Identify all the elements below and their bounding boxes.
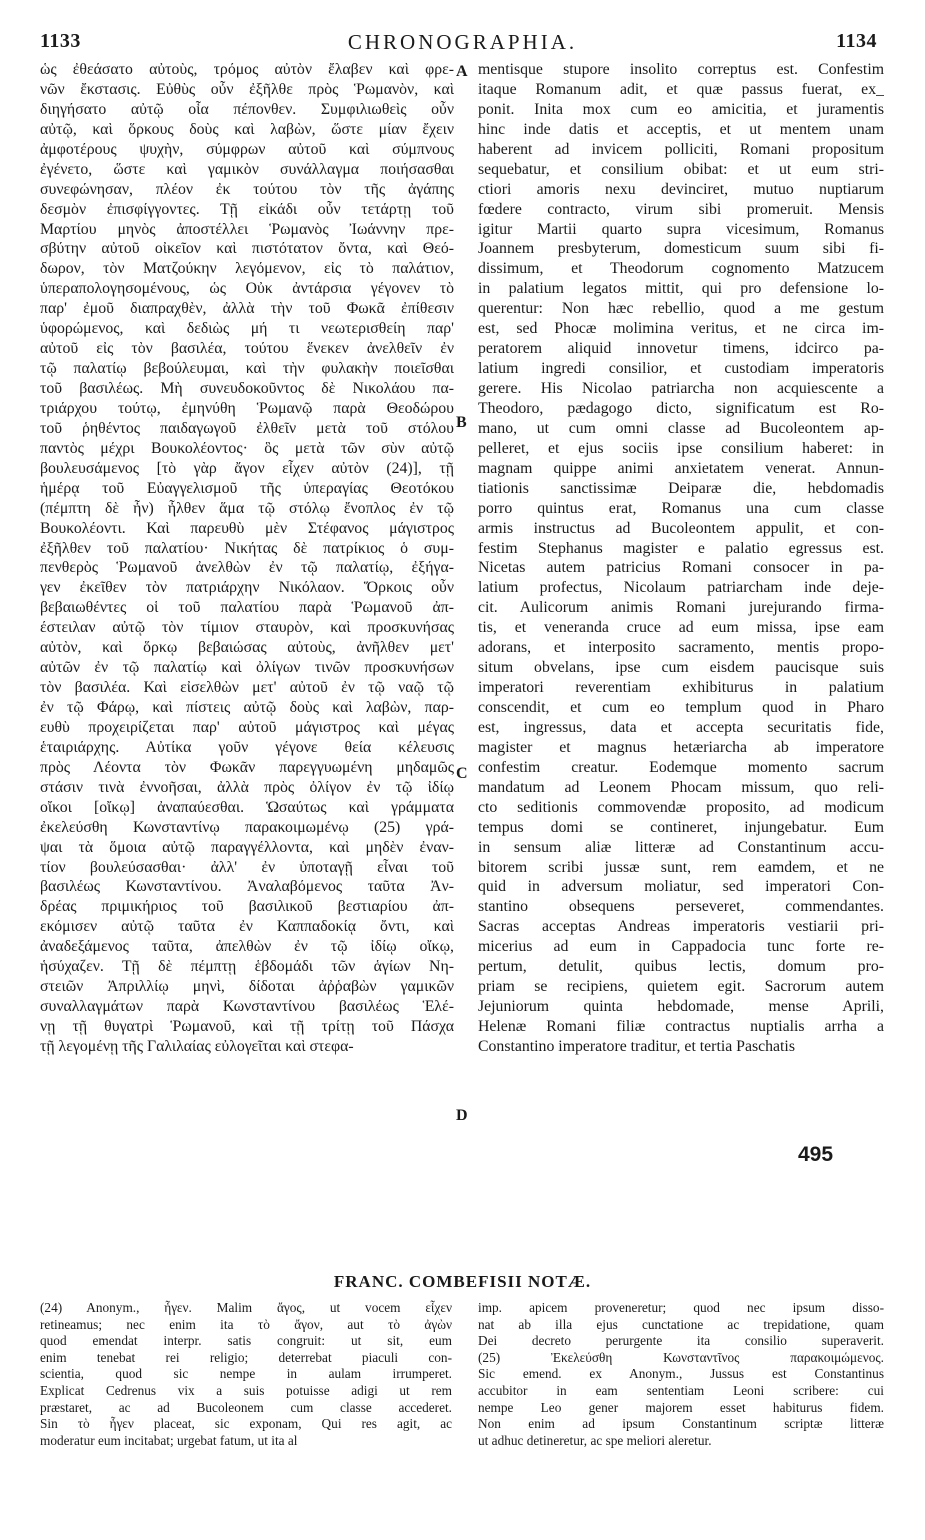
greek-text-line: οἴκοι [οἴκῳ] ἀναπαύεσθαι. Ὡσαύτως καὶ γράμματα [40, 798, 454, 816]
greek-text-line: παρ' ἐμοῦ διαπραχθὲν, ἀλλὰ τὴν τοῦ Φωκᾶ ἐπίθεσιν [40, 300, 454, 318]
greek-text-line: βεβαιωθέντες οἱ τοῦ παλατίου παρὰ Ῥωμανοῦ ἀπ- [40, 599, 454, 617]
greek-text-line: Βουκολέοντι. Καὶ παρευθὺ μὲν Στέφανος μάγιστρος [40, 519, 454, 537]
latin-text-line: magister et magnus hetæriarcha ab imperatore [478, 738, 884, 756]
note-line: accubitor in eam sententiam Leoni scribere: cui [478, 1382, 884, 1398]
greek-text-line: ἡμέρᾳ τοῦ Εὐαγγελισμοῦ τῆς ὑπεραγίας Θεοτόκου [40, 479, 454, 497]
latin-text-line: pelleret, et ejus sociis ipse consilium haberet: in [478, 439, 884, 457]
latin-text-line: quid in adversum moliatur, sed imperatori Con- [478, 878, 884, 896]
greek-text-line: συνεφώνησαν, πλέον ἐκ τούτου τὸν τῆς ἀγάπης [40, 180, 454, 198]
note-line: (24) Anonym., ἦγεν. Malim ἄγος, ut vocem εἶχεν [40, 1300, 452, 1315]
latin-text-line: armis instructus ad Bucoleontem appulit, et con- [478, 519, 884, 537]
note-line: (25) Ἐκελεύσθη Κωνσταντῖνος παρακοιμώμενος. [478, 1349, 884, 1365]
greek-text-line: παντὸς μέχρι Βουκολέοντος· ὃς μετὰ τῶν σὺν αὐτῷ [40, 439, 454, 457]
note-line: retineamus; nec enim ita τὸ ἄγον, aut τὸ ἀγὼν [40, 1316, 452, 1332]
latin-text-line: mano, ut cum omni classe ad Bucoleontem ap- [478, 419, 884, 437]
notes-title: FRANC. COMBEFISII NOTÆ. [333, 1272, 592, 1291]
latin-text-line: confestim creatur. Eodemque momento sacrum [478, 758, 884, 776]
latin-text-line: Constantino imperatore traditur, et tertia Paschatis [478, 1037, 795, 1055]
latin-text-line: ponit. Inita mox cum eo amicitia, et juramentis [478, 100, 884, 118]
latin-text-line: tiationis sanctissimæ Deiparæ die, hebdomadis [478, 479, 884, 497]
greek-text-line: τὸν βασιλέα. Καὶ εἰσελθὼν μετ' αὐτοῦ ἐν τῷ ναῷ τῷ [40, 679, 454, 697]
latin-text-line: pertum, detulit, quibus lectis, domum pro- [478, 958, 884, 976]
notes-right-column [478, 1300, 884, 1449]
greek-text-line: ἐν τῷ Φάρῳ, καὶ πίστεις αὐτῷ δοὺς καὶ λαβὼν, παρ- [40, 699, 454, 716]
latin-text-line: Joannem presbyterum, domesticum suum sibi fi- [478, 240, 884, 258]
note-line: imp. apicem proveneretur; quod nec ipsum disso- [478, 1300, 884, 1315]
greek-text-line: στάσιν τινὰ ἐννοῆσαι, ἀλλὰ πρὸς ὀλίγον ἐν τῷ ἰδίῳ [40, 778, 454, 796]
latin-text-line: situm obvelans, ipse cum eisdem paucisque suis [478, 659, 884, 677]
greek-text-line: βουλευσάμενος [τὸ γὰρ ἄγον εἶχεν αὐτὸν (24)], τῇ [40, 459, 454, 477]
greek-text-line: τῇ λεγομένῃ τῆς Γαλιλαίας εὐλογεῖται καὶ στεφα- [40, 1037, 354, 1055]
latin-text-line: porro quintus erat, Romanus una cum classe [478, 499, 884, 517]
latin-text-column [478, 60, 884, 1057]
latin-text-line: Helenæ Romani filiæ contractus nuptialis arrha a [478, 1018, 884, 1035]
note-line: Dei decreto perurgente ita consilio superaverit. [478, 1333, 884, 1349]
latin-text-line: est, sed Phocæ molimina veritus, et ne circa im- [478, 320, 884, 338]
note-line: moderatur eum incitabat; urgebat fatum, ut ita al [40, 1432, 298, 1448]
note-line: nempe Leo gener majorem esset habiturus fidem. [478, 1399, 884, 1415]
greek-text-line: σβύτην αὐτοῦ οἰκεῖον καὶ πιστότατον ὄντα, καὶ Θεό- [40, 240, 454, 258]
greek-text-line: (πέμπτη δὲ ἦν) ἦλθεν ἅμα τῷ στόλῳ ἔνοπλος ἐν τῷ [40, 499, 454, 517]
latin-text-line: priam se recipiens, quietem egit. Sacrorum autem [478, 978, 884, 996]
note-line: nat ab illa ejus cunctatione ac trepidatione, quam [478, 1316, 884, 1332]
greek-text-line: Μαρτίου μηνὸς ἀποστέλλει Ῥωμανὸς Ἰωάννην πρε- [40, 220, 454, 238]
latin-text-line: mentisque stupore insolito correptus est. Confestim [478, 61, 884, 78]
margin-letter-d: D [456, 1107, 468, 1124]
note-line: enim tenebat rei religio; deterrebat piaculi con- [40, 1349, 452, 1365]
greek-text-line: ὑφορώμενος, καὶ δεδιὼς μή τι νεωτερισθείη παρ' [40, 320, 454, 338]
greek-text-line: ἑταιριάρχης. Αὐτίκα γοῦν γέγονε θεία κέλευσις [40, 738, 454, 756]
latin-text-line: hinc inde datis et acceptis, et ut mentem unam [478, 120, 884, 138]
greek-text-line: ἐγένετο, ὥστε καὶ γαμικὸν συνάλλαγμα ποιήσασθαι [40, 160, 454, 178]
note-line: Explicat Cedrenus vix a suis potuisse adigi ut rem [40, 1382, 452, 1398]
latin-text-line: latium profectus, Nicolaum patriarcham inde deje- [478, 579, 884, 597]
greek-text-line: δωρον, τὸν Ματζούκην λεγόμενον, εἰς τὸ παλάτιον, [40, 260, 454, 278]
notes-left-column [40, 1300, 452, 1449]
greek-text-line: τοῦ βασιλέως. Μὴ συνευδοκοῦντος δὲ Νικολάου πα- [40, 380, 454, 397]
greek-text-line: συναλλαγμάτων παρὰ Κωνσταντίνου βασιλέως Ἑλέ- [40, 998, 454, 1016]
greek-text-line: έστειλαν αὐτῷ τὸν τίμιον σταυρὸν, καὶ προσκυνήσας [40, 619, 454, 637]
note-line: Sic emend. ex Anonym., Jussus est Constantinus [478, 1366, 884, 1382]
margin-letter-c: C [456, 765, 468, 782]
latin-text-line: festim Stephanus magister e palatio egressus est. [478, 539, 884, 557]
latin-text-line: in sensum aliæ litteræ ad Constantinum accu- [478, 838, 884, 856]
latin-text-line: haberent ad invicem polliciti, Romani propositum [478, 140, 884, 158]
greek-text-line: διηγήσατο αὐτῷ οἷα πέπονθεν. Συμφιλιωθεὶς οὖν [40, 100, 454, 118]
greek-text-line: αὐτὸν, καὶ ὅρκῳ βεβαιώσας αὐτοὺς, ἀνῆλθεν μετ' [40, 639, 454, 657]
latin-text-line: Theodoro, pædagogo dicto, significatum est Ro- [478, 399, 884, 417]
latin-text-line: conscendit, et cum eo templum quod in Pharo [478, 699, 884, 716]
greek-text-line: τίον βουλεύσασθαι· ἀλλ' ἐν ὑποταγῇ εἶναι τοῦ [40, 858, 454, 876]
greek-text-line: ἐκελεύσθη Κωνσταντίνῳ παρακοιμωμένῳ (25) γρά- [40, 818, 454, 836]
note-line: quod emendat interpr. satis congruit: ut sit, eum [40, 1333, 452, 1349]
latin-text-line: dissimum, et Theodorum cognomento Matzucem [478, 260, 884, 278]
greek-text-line: δρέας πριμικήριος τοῦ βασιλικοῦ βεστιαρίου ἀπ- [40, 898, 454, 916]
page-number-right: 1134 [836, 30, 877, 52]
latin-text-line: stantino obsequens perseveret, commendantes. [478, 898, 884, 916]
latin-text-line: itaque Romanum adit, et quæ passus fuerat, ex_ [478, 80, 884, 98]
latin-text-line: cit. Aulicorum animis Romani jurejurando firma- [478, 599, 884, 617]
greek-text-line: ἀναδεξάμενος ταῦτα, ἀπελθὼν ἐν τῷ ἰδίῳ οἴκῳ, [40, 938, 454, 956]
latin-text-line: ctiori amoris nexu devinciret, mutuo nuptiarum [478, 180, 884, 198]
greek-text-line: ψαι τὰ ὅμοια αὐτῷ παραγγέλλοντα, καὶ μηδὲν ἐναν- [40, 838, 454, 856]
greek-text-line: ἀμφοτέρους ψυχὴν, σύμφρων αὐτοῦ καὶ σύμπνους [40, 140, 454, 158]
latin-text-line: in palatium legatos mittit, qui pro defensione lo- [478, 280, 884, 298]
page-number-left: 1133 [40, 30, 81, 52]
greek-text-line: ἡσύχαζεν. Τῇ δὲ πέμπτῃ ἑβδομάδι τῶν ἁγίων Νη- [40, 958, 454, 976]
greek-text-line: πενθερὸς Ῥωμανοῦ ἀνελθὼν ἐν τῷ παλατίῳ, ἐξήγα- [40, 559, 454, 577]
latin-text-line: est, ingressus, data et accepta securitatis fide, [478, 718, 884, 736]
latin-text-line: mandatum ad Leonem Phocam missum, quo reli- [478, 778, 884, 796]
latin-text-line: fœdere contracto, virum sibi promeruit. Mensis [478, 200, 884, 218]
latin-text-line: magnam quippe animi anxietatem venerat. Annun- [478, 459, 884, 477]
margin-letter-a: A [456, 63, 468, 80]
latin-text-line: sequebatur, et consilium obibat: et ut eum stri- [478, 160, 884, 178]
latin-text-line: Jejuniorum quinta hebdomade, mense Aprili, [478, 998, 884, 1016]
greek-text-line: ὑπεραπολογησομένους, ὡς Οὐκ ἀντάρσια γέγονεν τὸ [40, 280, 454, 298]
note-line: Sin τὸ ἦγεν placeat, sic exponam, Qui res agit, ac [40, 1416, 452, 1432]
note-line: ut adhuc detineretur, ac spe meliori aleretur. [478, 1432, 712, 1448]
note-line: Non enim ad ipsum Constantinum scriptæ litteræ [478, 1416, 884, 1432]
latin-text-line: micerius ad eum in Cappadocia tunc forte re- [478, 938, 884, 956]
latin-text-line: peratorem aliquid innovetur timens, idcirco pa- [478, 340, 884, 358]
greek-text-line: γεν ἐκεῖθεν τὸν πατριάρχην Νικόλαον. Ὅρκοις οὖν [40, 579, 454, 597]
latin-text-line: Nicetas autem patricius Romani consocer in pa- [478, 559, 884, 577]
latin-text-line: adorans, et interposito sacramento, mentis propo- [478, 639, 884, 657]
greek-text-line: εκόμισεν αὐτῷ ταῦτα ἐν Καππαδοκίᾳ ὄντι, καὶ [40, 918, 454, 936]
greek-text-line: αὐτοῦ εἰς τὸν βασιλέα, τούτου ἕνεκεν ἀνελθεῖν ἐν [40, 340, 454, 358]
latin-text-line: latium ingredi consilior, et custodiam imperatoris [478, 360, 884, 378]
greek-text-line: ὡς ἐθεάσατο αὐτοὺς, τρόμος αὐτὸν ἔλαβεν καὶ φρε- [40, 61, 454, 78]
greek-text-line: τῷ παλατίῳ βεβούλευμαι, καὶ τὴν φυλακὴν ποιεῖσθαι [40, 360, 454, 378]
latin-text-line: gerere. His Nicolao patriarcha non acquiescente a [478, 380, 884, 397]
greek-text-column [40, 60, 454, 1057]
latin-text-line: imperatori reverentiam exhibiturus in palatium [478, 679, 884, 697]
latin-text-line: Sacras acceptas Andreas imperatoris vestiarii pri- [478, 918, 884, 936]
greek-text-line: πρὸς Λέοντα τὸν Φωκᾶν παρεγγυωμένη μηδαμῶς [40, 758, 454, 776]
greek-text-line: βασιλέως Κωνσταντίνου. Ἀναλαβόμενος ταῦτα Ἀν- [40, 878, 454, 896]
greek-text-line: δεσμὸν ἐπισφίγγοντες. Τῇ εἰκάδι οὖν τετάρτῃ τοῦ [40, 200, 454, 218]
running-title: CHRONOGRAPHIA. [347, 30, 578, 54]
latin-text-line: tempus domi se contineret, injungebatur. Eum [478, 818, 884, 836]
greek-text-line: στειῶν Ἀπριλλίῳ μηνὶ, δίδοται ἀῤῥαβὼν γαμικῶν [40, 978, 454, 996]
latin-text-line: igitur Martii quarto supra vicesimum, Romanus [478, 220, 884, 238]
greek-text-line: αὐτῷ, καὶ ὅρκους δοὺς καὶ λαβὼν, ὥστε μίαν ἔχειν [40, 120, 454, 138]
margin-letter-b: B [456, 414, 467, 431]
note-line: præstaret, ac ad Bucoleonem cum classe accederet. [40, 1399, 452, 1415]
inline-page-number: 495 [798, 1143, 834, 1166]
note-line: scientia, quod sic nempe in aulam irrumperet. [40, 1366, 452, 1382]
latin-text-line: tis, et veneranda cruce ad eum missa, ipse eam [478, 619, 884, 637]
greek-text-line: νῃ τῇ θυγατρὶ Ῥωμανοῦ, καὶ τῇ τρίτῃ τοῦ Πάσχα [40, 1018, 454, 1035]
greek-text-line: νῶν ἔκστασις. Εὐθὺς οὖν ἐξῆλθε πρὸς Ῥωμανὸν, καὶ [40, 80, 454, 98]
latin-text-line: querentur: Non hæc rebellio, quod a me gestum [478, 300, 884, 318]
greek-text-line: ἐξῆλθεν τοῦ παλατίου· Νικήτας δὲ πατρίκιος ὁ συμ- [40, 539, 454, 557]
greek-text-line: τοῦ ῥηθέντος παιδαγωγοῦ ἐλθεῖν μετὰ τοῦ στόλου [40, 419, 454, 437]
latin-text-line: cto seditionis commovendæ proposito, ad modicum [478, 798, 884, 816]
latin-text-line: bitorem scribi jussæ sunt, rem eamdem, et ne [478, 858, 884, 876]
running-header [0, 22, 925, 56]
greek-text-line: ευθὺ προχειρίζεται παρ' αὐτοῦ μάγιστρος καὶ μέγας [40, 718, 454, 736]
greek-text-line: τριάρχου τούτῳ, ἐμηνύθη Ῥωμανῷ παρὰ Θεοδώρου [40, 399, 454, 417]
greek-text-line: αὐτῶν ἐν τῷ παλατίῳ καὶ ὀλίγων τινῶν προσκυνήσων [40, 659, 454, 677]
